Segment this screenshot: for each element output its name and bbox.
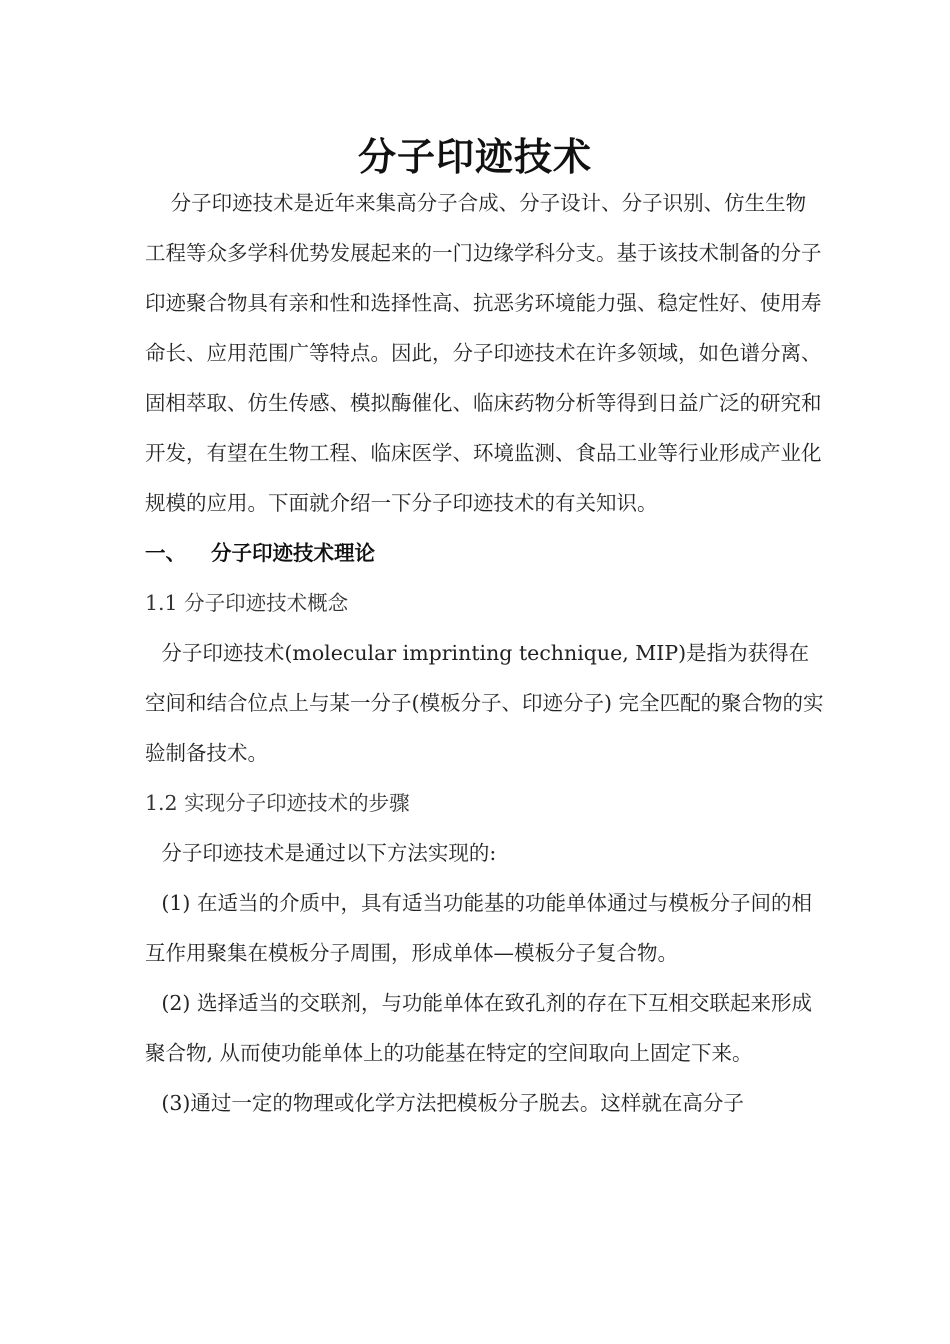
document-title: 分子印迹技术 [357,134,592,179]
step-1: (1) 在适当的介质中，具有适当功能基的功能单体通过与模板分子间的相互作用聚集在模板分子周围，形成单体—模板分子复合物。 [145,891,812,965]
section-heading [145,528,825,578]
step-3: (3)通过一定的物理或化学方法把模板分子脱去。这样就在高分子 [161,1091,744,1115]
subsection-heading-1-2: 1.2 实现分子印迹技术的步骤 [145,791,410,815]
concept-paragraph: 分子印迹技术(molecular imprinting technique, MIP)是指为获得在空间和结合位点上与某一分子(模板分子、印迹分子) 完全匹配的聚合物的实验制备技术。 [145,641,824,765]
section-number: 一、 [145,541,186,565]
subsection-heading-1-1: 1.1 分子印迹技术概念 [145,591,349,615]
document-body [145,178,825,1128]
section-title: 分子印迹技术理论 [211,541,375,565]
steps-lead: 分子印迹技术是通过以下方法实现的: [161,841,497,865]
intro-paragraph: 分子印迹技术是近年来集高分子合成、分子设计、分子识别、仿生生物工程等众多学科优势发展起来的一门边缘学科分支。基于该技术制备的分子印迹聚合物具有亲和性和选择性高、抗恶劣环境能力强、稳定性好、使用寿命长、应用范围广等特点。因此，分子印迹技术在许多领域，如色谱分离、固相萃取、仿生传感、模拟酶催化、临床药物分析等得到日益广泛的研究和开发，有望在生物工程、临床医学、环境监测、食品工业等行业形成产业化规模的应用。下面就介绍一下分子印迹技术的有关知识。 [145,191,822,515]
step-2: (2) 选择适当的交联剂，与功能单体在致孔剂的存在下互相交联起来形成聚合物, 从而使功能单体上的功能基在特定的空间取向上固定下来。 [145,991,812,1065]
